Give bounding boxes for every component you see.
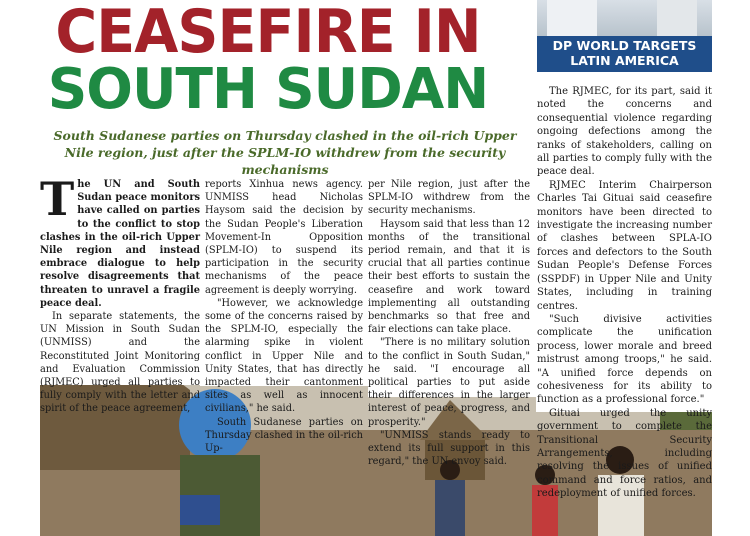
sidebar-title-line-1: DP WORLD TARGETS <box>552 38 697 53</box>
article-column-4 <box>537 85 712 501</box>
sidebar-title-line-2: LATIN AMERICA <box>570 53 679 68</box>
article-column-2 <box>205 178 363 455</box>
subheadline: South Sudanese parties on Thursday clashed in the oil-rich Upper Nile region, just after the SPLM-IO withdrew from the security mechanisms <box>53 128 517 177</box>
column-4-paragraph-1: The RJMEC, for its part, said it noted the concerns and consequential violence regarding ongoing defections among the ranks of stakeholders, calling on all parties to comply fully with the peace deal. <box>537 86 712 178</box>
article-column-1 <box>40 172 200 416</box>
column-4-paragraph-3: "Such divisive activities complicate the unification process, lower morale and breed mistrust among troops," he said. "A unified force depends on cohesiveness for its ability to function as a professional force." <box>537 313 712 406</box>
lead-paragraph <box>40 172 200 310</box>
column-2-paragraph-2: "However, we acknowledge some of the concerns raised by the SPLM-IO, especially the alarming spike in violent conflict in Upper Nile and Unity States, that has directly impacted their cantonment sites as well as innocent civilians," he said. <box>205 297 363 415</box>
sidebar-teaser-title <box>537 38 712 68</box>
headline-line-2: SOUTH SUDAN <box>47 57 489 122</box>
sidebar-teaser[interactable] <box>537 0 712 72</box>
column-3-paragraph-1: per Nile region, just after the SPLM-IO withdrew from the security mechanisms. <box>368 179 530 217</box>
lead-text: he UN and South Sudan peace monitors have called on parties to the conflict to stop clashes in the oil-rich Upper Nile region and instead embrace dialogue to help resolve disagreements that threaten to unravel a fragile peace deal. <box>40 179 200 309</box>
headline-line-1: CEASEFIRE IN <box>55 0 481 67</box>
article-column-3 <box>368 178 530 468</box>
sidebar-photo-graphic <box>537 0 712 36</box>
column-1-paragraph-2: In separate statements, the UN Mission in South Sudan (UNMISS) and the Reconstituted Joint Monitoring and Evaluation Commission (RJMEC) urged all parties to fully comply with the letter and spirit of the peace agreement, <box>40 311 200 415</box>
column-2-paragraph-3: South Sudanese parties on Thursday clashed in the oil-rich Up- <box>205 416 363 455</box>
column-3-paragraph-2: Haysom said that less than 12 months of the transitional period remain, and that it is crucial that all parties continue their best efforts to sustain the ceasefire and work toward implementing all outstanding benchmarks so that free and fair elections can take place. <box>368 218 530 336</box>
column-4-paragraph-4: Gituai urged the unity government to complete the Transitional Security Arrangements, including resolving the issues of unified command and force ratios, and redeployment of unified forces. <box>537 407 712 500</box>
column-4-paragraph-2: RJMEC Interim Chairperson Charles Tai Gituai said ceasefire monitors have been directed to investigate the increasing number of clashes between SPLA-IO forces and defectors to the South Sudan People's Defense Forces (SSPDF) in Upper Nile and Unity States, including in training centres. <box>537 179 712 312</box>
column-3-paragraph-3: "There is no military solution to the conflict in South Sudan," he said. "I encourage all political parties to put aside their differences in the larger interest of peace, progress, and prosperity." <box>368 337 530 428</box>
column-3-paragraph-4: "UNMISS stands ready to extend its full support in this regard," the UN envoy said. <box>368 429 530 468</box>
column-2-paragraph-1: reports Xinhua news agency. UNMISS head Nicholas Haysom said the decision by the Sudan People's Liberation Movement-In Opposition (SPLM-IO) to suspend its participation in the security mechanisms of the peace agreement is deeply worrying. <box>205 179 363 296</box>
drop-cap: T <box>40 172 75 226</box>
sidebar-teaser-image <box>537 0 712 36</box>
